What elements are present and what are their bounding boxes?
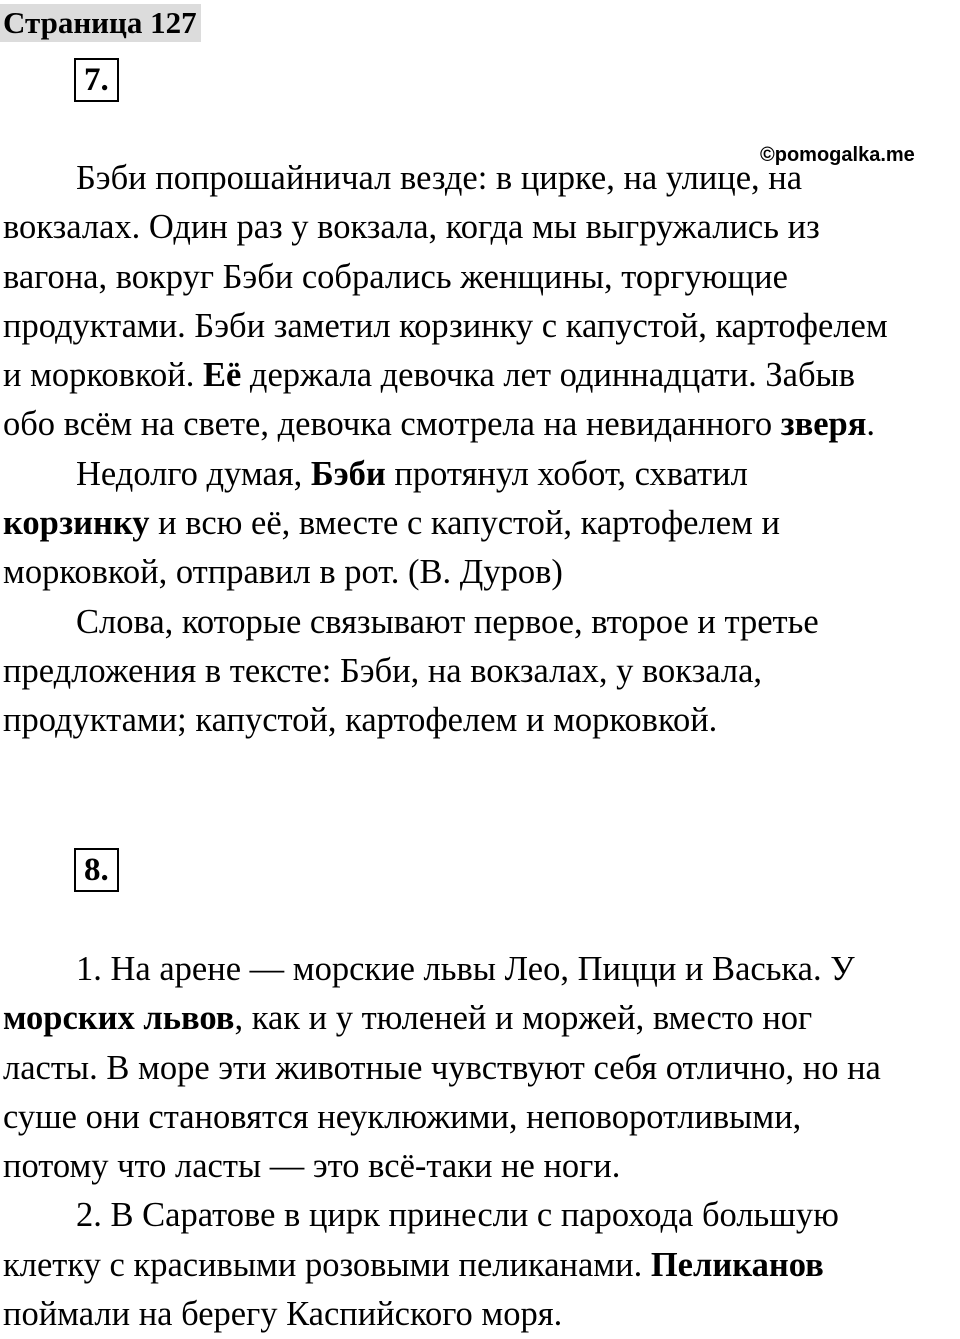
text-line bbox=[3, 1142, 958, 1191]
bold-word: Пеликанов bbox=[650, 1245, 824, 1284]
text-line bbox=[3, 302, 958, 351]
text-line bbox=[3, 203, 958, 252]
text-run: протянул хобот, схватил bbox=[385, 454, 748, 493]
page-title: Страница 127 bbox=[0, 4, 201, 42]
text-line bbox=[3, 499, 958, 548]
text-line bbox=[3, 994, 958, 1043]
watermark: ©pomogalka.me bbox=[760, 144, 915, 166]
text-line bbox=[3, 1093, 958, 1142]
text-run: поймали на берегу Каспийского моря. bbox=[3, 1295, 563, 1334]
text-run: 1. На арене — морские львы Лео, Пицци и Васька. У bbox=[76, 950, 855, 988]
bold-word: морских львов bbox=[3, 999, 235, 1038]
text-run: морковкой, отправил в рот. (В. Дуров) bbox=[3, 553, 563, 592]
text-line bbox=[3, 647, 958, 696]
text-line bbox=[3, 598, 958, 647]
text-run: и всю её, вместе с капустой, картофелем и bbox=[149, 504, 780, 543]
text-run: потому что ласты — это всё-таки не ноги. bbox=[3, 1147, 621, 1186]
text-line bbox=[3, 1241, 958, 1290]
bold-word: Её bbox=[202, 356, 242, 395]
text-run: клетку с красивыми розовыми пеликанами. bbox=[3, 1245, 651, 1284]
text-line bbox=[3, 696, 958, 745]
text-line bbox=[3, 1044, 958, 1093]
text-run: . bbox=[866, 405, 875, 444]
text-run: Бэби попрошайничал везде: в цирке, на улице, на bbox=[76, 159, 803, 197]
task-number-7: 7. bbox=[74, 58, 119, 102]
text-run: продуктами. Бэби заметил корзинку с капустой, картофелем bbox=[3, 306, 888, 345]
text-line bbox=[3, 945, 958, 994]
bold-word: зверя bbox=[780, 405, 867, 444]
text-line bbox=[3, 253, 958, 302]
text-run: и морковкой. bbox=[3, 356, 203, 395]
task-number-8: 8. bbox=[74, 848, 119, 892]
text-run: вагона, вокруг Бэби собрались женщины, торгующие bbox=[3, 257, 788, 296]
text-run: обо всём на свете, девочка смотрела на невиданного bbox=[3, 405, 781, 444]
bold-word: Бэби bbox=[310, 454, 386, 493]
text-run: держала девочка лет одиннадцати. Забыв bbox=[241, 356, 856, 395]
text-run: , как и у тюленей и моржей, вместо ног bbox=[234, 999, 813, 1038]
text-run: Слова, которые связывают первое, второе и третье bbox=[76, 602, 819, 641]
text-line bbox=[3, 548, 958, 597]
text-run: суше они становятся неуклюжими, неповоротливыми, bbox=[3, 1097, 802, 1136]
text-run: ласты. В море эти животные чувствуют себя отлично, но на bbox=[3, 1048, 881, 1087]
bold-word: корзинку bbox=[3, 504, 150, 543]
text-run: продуктами; капустой, картофелем и морковкой. bbox=[3, 701, 718, 740]
text-run: Недолго думая, bbox=[76, 454, 311, 493]
task-7-text bbox=[3, 154, 958, 746]
text-line bbox=[3, 450, 958, 499]
text-line bbox=[3, 1191, 958, 1240]
text-run: 2. В Саратове в цирк принесли с парохода большую bbox=[76, 1196, 839, 1235]
text-line bbox=[3, 351, 958, 400]
text-run: вокзалах. Один раз у вокзала, когда мы выгружались из bbox=[3, 208, 820, 247]
text-line bbox=[3, 1290, 958, 1339]
text-line bbox=[3, 400, 958, 449]
task-8-text bbox=[3, 945, 958, 1339]
text-run: предложения в тексте: Бэби, на вокзалах, у вокзала, bbox=[3, 651, 763, 690]
text-line bbox=[3, 154, 958, 203]
